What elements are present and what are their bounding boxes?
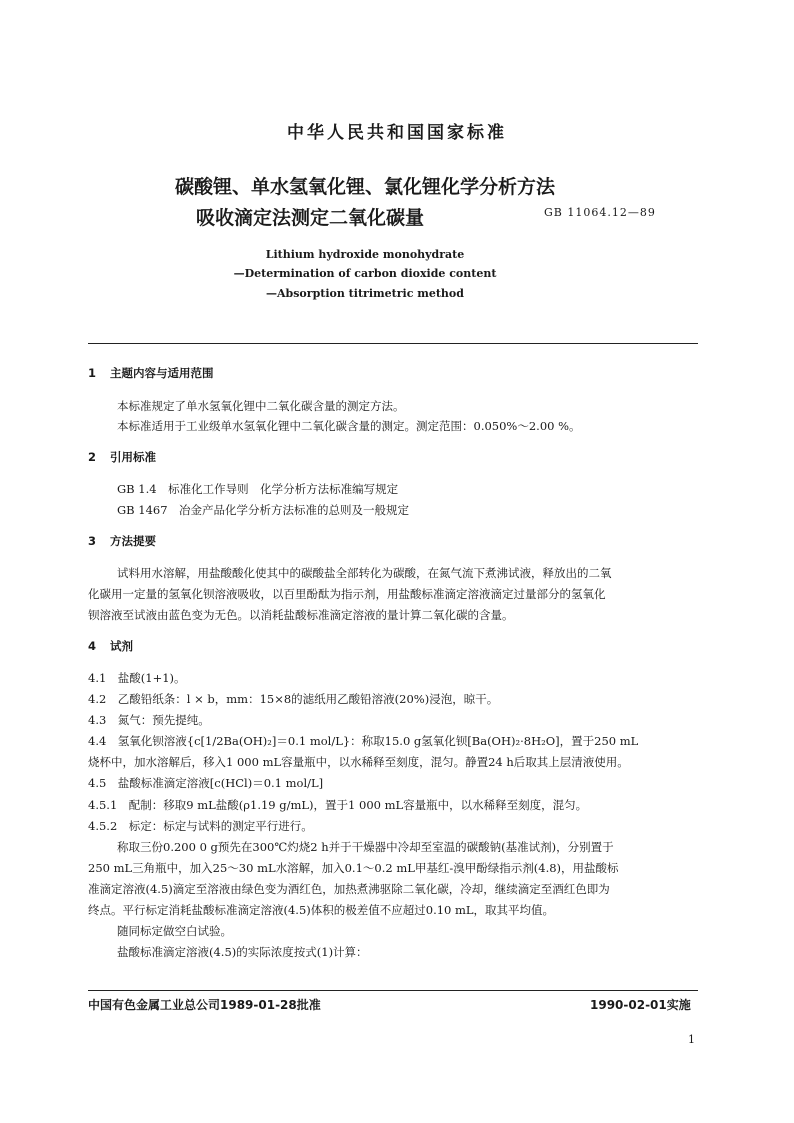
paragraph-line: 钡溶液至试液由蓝色变为无色。以消耗盐酸标准滴定溶液的量计算二氧化碳的含量。: [88, 608, 514, 622]
paragraph-line: 本标准规定了单水氢氧化锂中二氧化碳含量的测定方法。: [117, 399, 405, 413]
english-title-line1: Lithium hydroxide monohydrate: [265, 248, 465, 261]
section-number: 4: [88, 639, 97, 653]
paragraph-line: 随同标定做空白试验。: [117, 924, 232, 938]
section-4-heading: [88, 638, 133, 654]
reagent-item: 4.2 乙酸铅纸条：l × b，mm：15×8的滤纸用乙酸铅溶液(20%)浸泡，晾干。: [88, 692, 499, 706]
section-title: 主题内容与适用范围: [110, 366, 214, 380]
paragraph-line: 终点。平行标定消耗盐酸标准滴定溶液(4.5)体积的极差值不应超过0.10 mL，取其平均值。: [88, 903, 555, 917]
footer-divider: [88, 990, 698, 991]
paragraph-line: 准滴定溶液(4.5)滴定至溶液由绿色变为酒红色，加热煮沸驱除二氧化碳，冷却，继续滴定至酒红色即为: [88, 882, 610, 896]
standard-type-heading: 中华人民共和国国家标准: [287, 123, 507, 143]
reagent-item: 4.5.2 标定：标定与试料的测定平行进行。: [88, 819, 313, 833]
reagent-item: 4.4 氢氧化钡溶液{c[1/2Ba(OH)₂]＝0.1 mol/L}：称取15.0 g氢氧化钡[Ba(OH)₂·8H₂O]，置于250 mL: [88, 734, 639, 748]
section-title: 试剂: [110, 639, 133, 653]
header-divider: [88, 343, 698, 344]
paragraph-line: 试料用水溶解，用盐酸酸化使其中的碳酸盐全部转化为碳酸，在氮气流下煮沸试液，释放出的二氧: [117, 566, 612, 580]
english-title-line2: —Determination of carbon dioxide content: [233, 267, 497, 280]
section-title: 引用标准: [110, 450, 156, 464]
paragraph-line: 250 mL三角瓶中，加入25～30 mL水溶解，加入0.1～0.2 mL甲基红-溴甲酚绿指示剂(4.8)，用盐酸标: [88, 861, 619, 875]
section-number: 3: [88, 534, 97, 548]
paragraph-line: 盐酸标准滴定溶液(4.5)的实际浓度按式(1)计算：: [117, 945, 368, 959]
reagent-item: 4.3 氮气：预先提纯。: [88, 713, 210, 727]
english-title-line3: —Absorption titrimetric method: [266, 287, 464, 300]
section-3-heading: [88, 533, 156, 549]
document-title-line1: 碳酸锂、单水氢氧化锂、氯化锂化学分析方法: [174, 176, 555, 198]
section-1-heading: [88, 365, 214, 381]
reagent-item-continued: 烧杯中，加水溶解后，移入1 000 mL容量瓶中，以水稀释至刻度，混匀。静置24 h后取其上层清液使用。: [88, 755, 629, 769]
page-number: 1: [688, 1033, 695, 1046]
section-2-heading: [88, 449, 156, 465]
gb-number: GB 11064.12—89: [544, 206, 656, 219]
document-title-line2: 吸收滴定法测定二氧化碳量: [196, 207, 425, 229]
section-number: 1: [88, 366, 97, 380]
reagent-item: 4.5.1 配制：移取9 mL盐酸(ρ1.19 g/mL)，置于1 000 mL容量瓶中，以水稀释至刻度，混匀。: [88, 798, 588, 812]
reagent-item: 4.5 盐酸标准滴定溶液[c(HCl)＝0.1 mol/L]: [88, 776, 324, 790]
paragraph-line: 化碳用一定量的氢氧化钡溶液吸收，以百里酚酞为指示剂，用盐酸标准滴定溶液滴定过量部分的氢氧化: [88, 587, 606, 601]
approval-statement: 中国有色金属工业总公司1989-01-28批准: [88, 998, 321, 1012]
effective-date: 1990-02-01实施: [590, 998, 691, 1012]
section-number: 2: [88, 450, 97, 464]
reference-line: GB 1467 冶金产品化学分析方法标准的总则及一般规定: [117, 503, 410, 517]
paragraph-line: 称取三份0.200 0 g预先在300℃灼烧2 h并于干燥器中冷却至室温的碳酸钠(基准试剂)，分别置于: [117, 840, 614, 854]
reagent-item: 4.1 盐酸(1+1)。: [88, 671, 186, 685]
section-title: 方法提要: [110, 534, 156, 548]
paragraph-line: 本标准适用于工业级单水氢氧化锂中二氧化碳含量的测定。测定范围：0.050%～2.00 %。: [117, 419, 581, 433]
reference-line: GB 1.4 标准化工作导则 化学分析方法标准编写规定: [117, 482, 399, 496]
